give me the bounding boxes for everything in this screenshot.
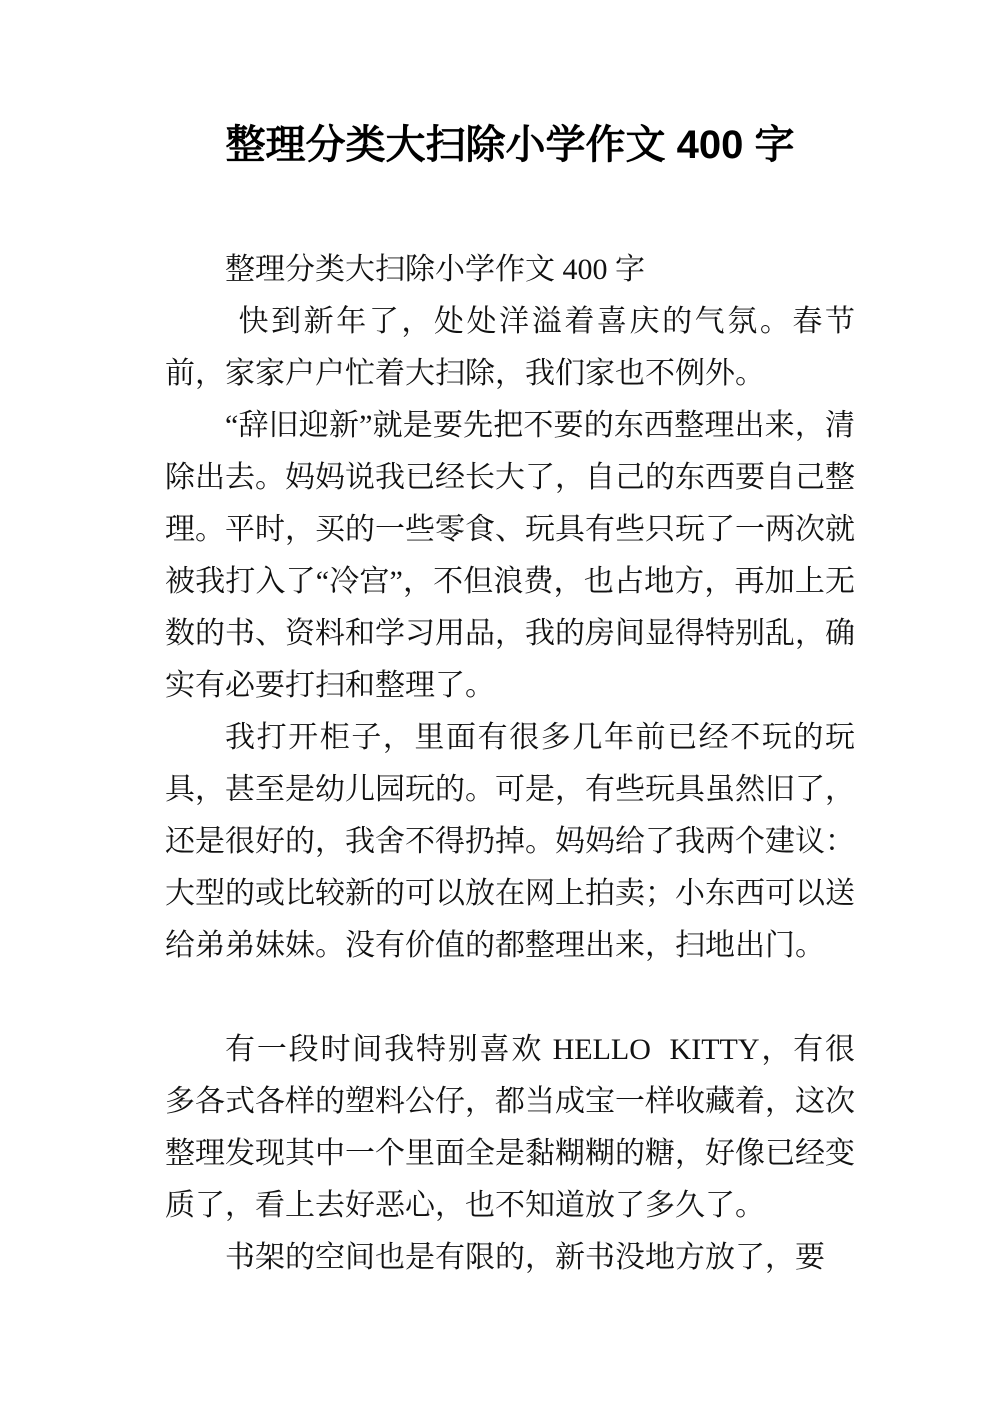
paragraph: 快到新年了，处处洋溢着喜庆的气氛。春节前，家家户户忙着大扫除，我们家也不例外。 bbox=[165, 305, 855, 390]
document-title: 整理分类大扫除小学作文 400 字 bbox=[225, 123, 795, 167]
document-content bbox=[165, 121, 855, 1284]
paragraph: 有一段时间我特别喜欢 HELLO KITTY，有很多各式各样的塑料公仔，都当成宝一样收藏着，这次整理发现其中一个里面全是黏糊糊的糖，好像已经变质了，看上去好恶心，也不知道放了多久了。 bbox=[165, 1033, 855, 1222]
paragraph-blank bbox=[165, 972, 855, 1024]
paragraph: 我打开柜子，里面有很多几年前已经不玩的玩具，甚至是幼儿园玩的。可是，有些玩具虽然旧了，还是很好的，我舍不得扔掉。妈妈给了我两个建议：大型的或比较新的可以放在网上拍卖；小东西可以送给弟弟妹妹。没有价值的都整理出来，扫地出门。 bbox=[165, 721, 855, 962]
paragraph-title-line: 整理分类大扫除小学作文 400 字 bbox=[225, 253, 645, 286]
document-body bbox=[165, 244, 855, 1284]
paragraph: 书架的空间也是有限的，新书没地方放了，要 bbox=[225, 1241, 825, 1274]
paragraph: “辞旧迎新”就是要先把不要的东西整理出来，清除出去。妈妈说我已经长大了，自己的东西要自己整理。平时，买的一些零食、玩具有些只玩了一两次就被我打入了“冷宫”，不但浪费，也占地方，再加上无数的书、资料和学习用品，我的房间显得特别乱，确实有必要打扫和整理了。 bbox=[165, 409, 855, 702]
